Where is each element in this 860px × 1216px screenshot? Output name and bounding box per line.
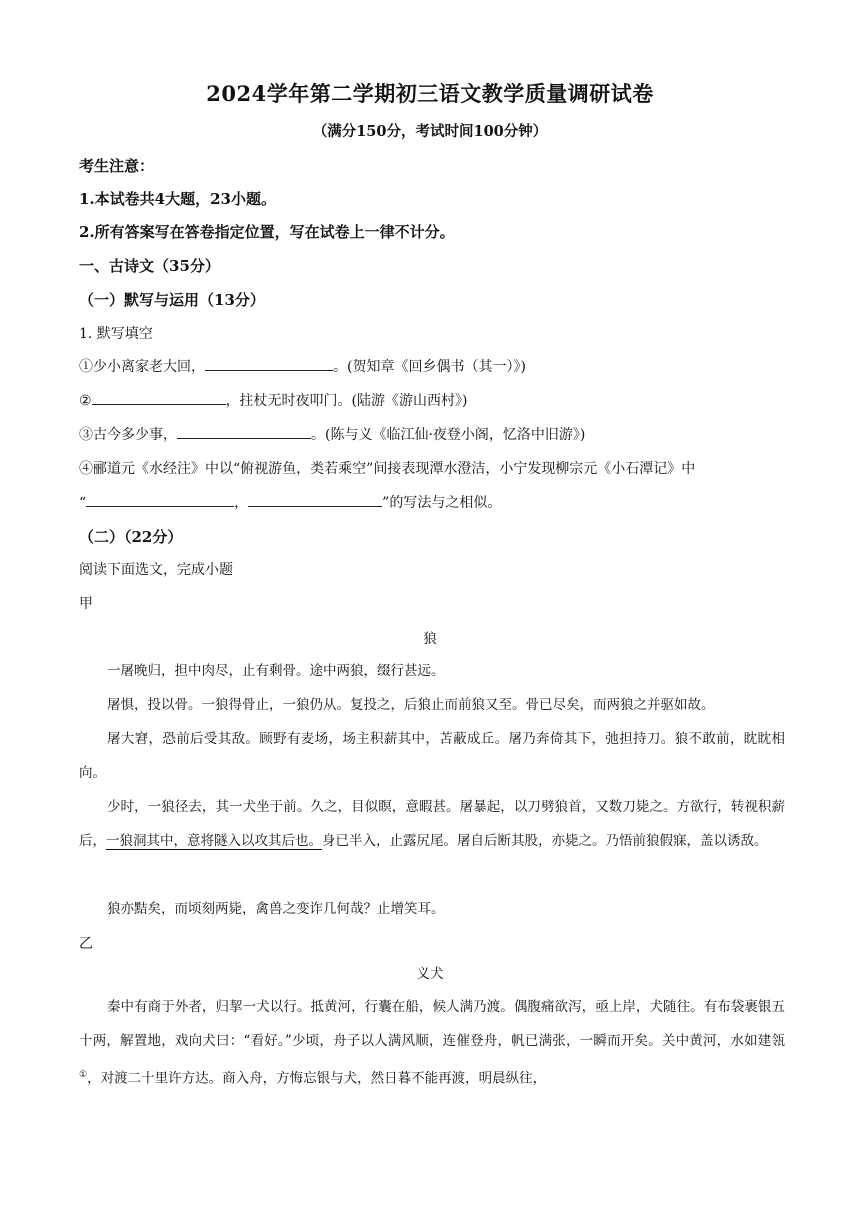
answer-blank — [248, 492, 382, 507]
notice-heading: 考生注意： — [79, 157, 155, 175]
answer-blank — [205, 356, 333, 371]
notice-item-1: 1.本试卷共4大题，23小题。 — [79, 190, 276, 208]
question-1a — [79, 356, 526, 376]
answer-blank — [86, 492, 234, 507]
paragraph-4-text-end: 身已半入，止露尻尾。屠自后断其股，亦毙之。乃悟前狼假寐，盖以诱敌。 — [322, 833, 768, 849]
passage-yi-text-end: ，对渡二十里许方达。商入舟，方悔忘银与犬，然日暮不能再渡，明晨纵往， — [87, 1070, 547, 1087]
passage-jia-paragraph-5: 狼亦黠矣，而顷刻两毙，禽兽之变诈几何哉？止增笑耳。 — [107, 901, 445, 917]
passage-jia-paragraph-1: 一屠晚归，担中肉尽，止有剩骨。途中两狼，缀行甚远。 — [107, 663, 445, 679]
underlined-sentence: 一狼洞其中，意将隧入以攻其后也。 — [106, 833, 322, 849]
question-1c-source: 。(陈与义《临江仙·夜登小阁，忆洛中旧游》) — [311, 427, 586, 443]
passage-label-jia: 甲 — [79, 596, 93, 612]
passage-yi-paragraph-1 — [79, 990, 785, 1096]
answer-blank — [177, 424, 311, 439]
question-1d-line-2 — [79, 492, 501, 512]
comma: ， — [234, 495, 249, 511]
question-1d-line-1: ④郦道元《水经注》中以“俯视游鱼，类若乘空”间接表现潭水澄洁，小宁发现柳宗元《小石潭记》中 — [79, 461, 696, 477]
question-1c — [79, 424, 585, 444]
reading-instruction: 阅读下面选文，完成小题 — [79, 562, 233, 578]
exam-subtitle: （满分150分，考试时间100分钟） — [312, 123, 548, 140]
passage-label-yi: 乙 — [79, 936, 93, 952]
question-1d-suffix: ”的写法与之相似。 — [382, 495, 502, 511]
question-1a-source: 。(贺知章《回乡偶书（其一）》) — [333, 359, 526, 375]
question-1-label: 1. 默写填空 — [79, 326, 153, 342]
footnote-marker: ① — [79, 1070, 88, 1080]
part-2-heading: （二）（22分） — [79, 528, 183, 546]
answer-blank — [92, 390, 226, 405]
passage-yi-title: 义犬 — [416, 966, 444, 982]
paragraph-4-text: 少时，一狼径去，其一犬坐于前。久之，目似瞑，意暇甚。屠暴起，以刀劈狼首，又数刀毙之。方欲行，转视积薪后， — [79, 799, 785, 849]
passage-jia-paragraph-2: 屠惧，投以骨。一狼得骨止，一狼仍从。复投之，后狼止而前狼又至。骨已尽矣，而两狼之并驱如故。 — [107, 697, 715, 713]
page-title: 2024学年第二学期初三语文教学质量调研试卷 — [206, 81, 654, 106]
question-1c-prefix: ③古今多少事， — [79, 427, 177, 443]
question-1b-source: ，拄杖无时夜叩门。(陆游《游山西村》) — [225, 393, 468, 409]
question-1a-prefix: ①少小离家老大回， — [79, 359, 205, 375]
section-1-heading: 一、古诗文（35分） — [79, 257, 220, 275]
passage-jia-paragraph-3: 屠大窘，恐前后受其敌。顾野有麦场，场主积薪其中，苫蔽成丘。屠乃奔倚其下，弛担持刀。狼不敢前，眈眈相向。 — [79, 731, 785, 781]
part-1-heading: （一）默写与运用（13分） — [79, 291, 265, 309]
passage-jia-title: 狼 — [423, 631, 437, 647]
question-1b — [79, 390, 468, 410]
question-1b-prefix: ② — [79, 393, 92, 409]
open-quote: “ — [79, 495, 87, 511]
notice-item-2: 2.所有答案写在答卷指定位置，写在试卷上一律不计分。 — [79, 223, 455, 241]
passage-jia-paragraph-4 — [79, 790, 785, 858]
passage-yi-text: 秦中有商于外者，归挈一犬以行。抵黄河，行囊在船，候人满乃渡。偶腹痛欲泻，亟上岸，犬随往。有布袋裹银五十两，解置地，戏向犬曰：“看好。”少顷，舟子以人满风顺，连催登舟，帆已满张，一瞬而开矣。关中黄河，水如建瓴 — [79, 999, 785, 1049]
